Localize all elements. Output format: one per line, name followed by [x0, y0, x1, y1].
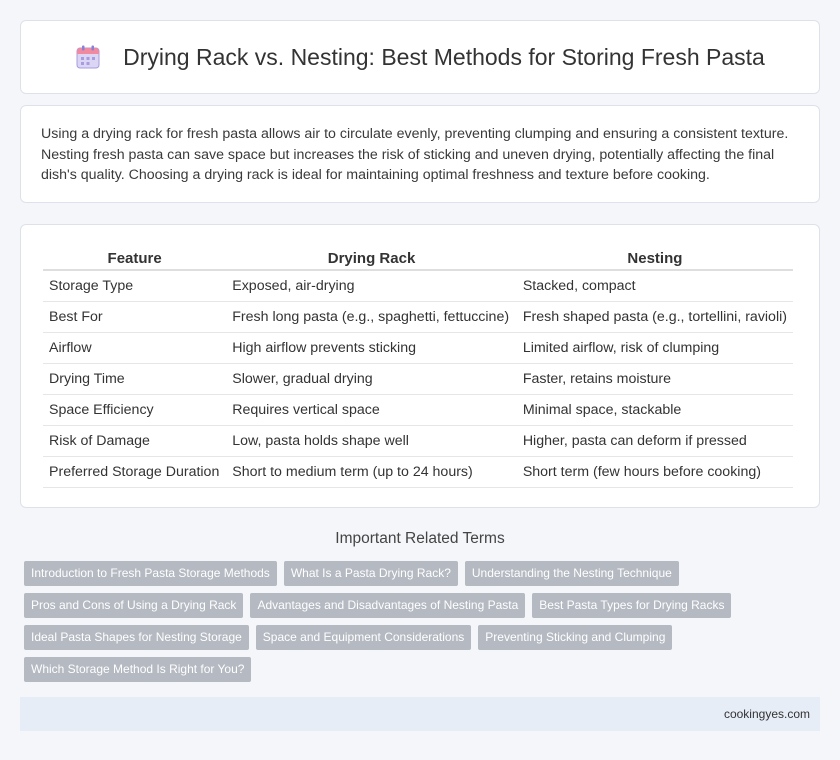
related-term-tag[interactable]: Introduction to Fresh Pasta Storage Methods [24, 561, 277, 586]
table-cell-nesting: Stacked, compact [517, 271, 793, 302]
related-term-tag[interactable]: Which Storage Method Is Right for You? [24, 657, 251, 682]
related-term-tag[interactable]: Ideal Pasta Shapes for Nesting Storage [24, 625, 249, 650]
related-term-tag[interactable]: What Is a Pasta Drying Rack? [284, 561, 458, 586]
table-cell-nesting: Higher, pasta can deform if pressed [517, 426, 793, 457]
related-term-tag[interactable]: Space and Equipment Considerations [256, 625, 471, 650]
table-cell-nesting: Fresh shaped pasta (e.g., tortellini, ravioli) [517, 302, 793, 333]
table-row [43, 364, 793, 395]
table-cell-feature: Space Efficiency [43, 395, 226, 426]
comparison-table [43, 243, 793, 488]
table-cell-drying-rack: High airflow prevents sticking [226, 333, 517, 364]
table-cell-feature: Best For [43, 302, 226, 333]
table-row [43, 302, 793, 333]
table-cell-feature: Storage Type [43, 271, 226, 302]
table-cell-drying-rack: Exposed, air-drying [226, 271, 517, 302]
related-term-tag[interactable]: Understanding the Nesting Technique [465, 561, 679, 586]
comparison-table-card [20, 224, 820, 508]
intro-text: Using a drying rack for fresh pasta allows air to circulate evenly, preventing clumping and ensuring a consistent texture. Nesting fresh pasta can save space but increases the risk of sticking and uneven drying, potentially affecting the final dish's quality. Choosing a drying rack is ideal for maintaining optimal freshness and texture before cooking. [41, 126, 789, 183]
page-title [75, 44, 765, 71]
related-term-tag[interactable]: Best Pasta Types for Drying Racks [532, 593, 731, 618]
table-cell-drying-rack: Low, pasta holds shape well [226, 426, 517, 457]
related-terms-tags [24, 561, 824, 689]
table-cell-feature: Risk of Damage [43, 426, 226, 457]
table-row [43, 395, 793, 426]
table-cell-feature: Drying Time [43, 364, 226, 395]
page-title-text: Drying Rack vs. Nesting: Best Methods for Storing Fresh Pasta [123, 43, 765, 70]
table-cell-drying-rack: Short to medium term (up to 24 hours) [226, 457, 517, 488]
table-cell-nesting: Limited airflow, risk of clumping [517, 333, 793, 364]
table-header-row [43, 243, 793, 271]
title-card [20, 20, 820, 94]
footer [20, 697, 820, 731]
related-terms-title: Important Related Terms [335, 530, 505, 547]
table-cell-nesting: Faster, retains moisture [517, 364, 793, 395]
table-row [43, 426, 793, 457]
table-cell-drying-rack: Fresh long pasta (e.g., spaghetti, fettuccine) [226, 302, 517, 333]
footer-site-link[interactable]: cookingyes.com [723, 707, 810, 721]
table-cell-nesting: Minimal space, stackable [517, 395, 793, 426]
related-term-tag[interactable]: Pros and Cons of Using a Drying Rack [24, 593, 243, 618]
table-cell-feature: Airflow [43, 333, 226, 364]
table-cell-drying-rack: Slower, gradual drying [226, 364, 517, 395]
calendar-icon [75, 44, 101, 70]
table-row [43, 333, 793, 364]
table-header-feature: Feature [43, 243, 226, 271]
table-row [43, 457, 793, 488]
table-cell-nesting: Short term (few hours before cooking) [517, 457, 793, 488]
table-cell-feature: Preferred Storage Duration [43, 457, 226, 488]
table-row [43, 271, 793, 302]
related-term-tag[interactable]: Preventing Sticking and Clumping [478, 625, 672, 650]
related-term-tag[interactable]: Advantages and Disadvantages of Nesting Pasta [250, 593, 525, 618]
table-header-drying-rack: Drying Rack [226, 243, 517, 271]
table-cell-drying-rack: Requires vertical space [226, 395, 517, 426]
table-header-nesting: Nesting [517, 243, 793, 271]
intro-card [20, 105, 820, 203]
